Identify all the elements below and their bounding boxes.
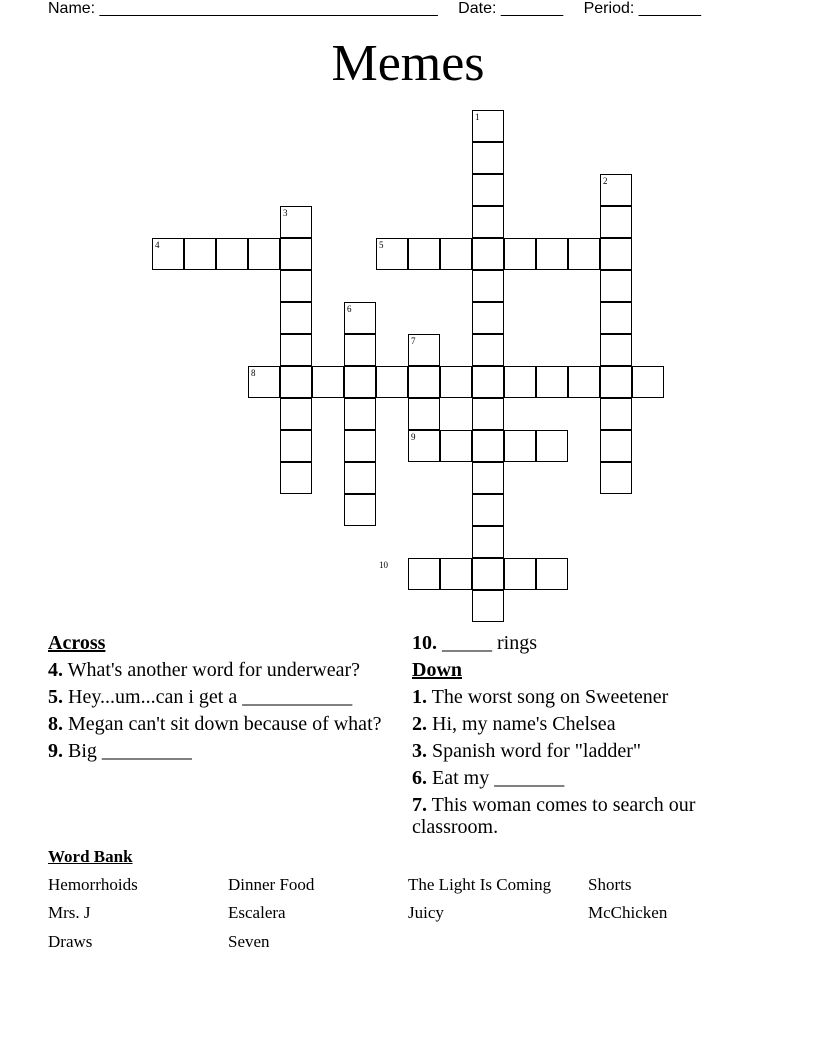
crossword-cell[interactable] [184,238,216,270]
word-bank-item: Escalera [228,903,286,922]
crossword-cell[interactable] [472,558,504,590]
crossword-cell[interactable] [344,334,376,366]
crossword-cell[interactable] [472,398,504,430]
period-field[interactable]: Period: _______ [583,0,702,17]
crossword-cell[interactable] [504,430,536,462]
word-bank-item: The Light Is Coming [408,875,552,894]
clue-number-label: 1 [475,112,480,122]
crossword-cell[interactable] [600,302,632,334]
clue-number-label: 7 [411,336,416,346]
clue-text: Big _________ [63,740,192,762]
crossword-cell[interactable] [280,366,312,398]
crossword-cell[interactable] [440,430,472,462]
word-bank-item: Seven [228,932,270,951]
crossword-cell[interactable] [472,174,504,206]
crossword-cell[interactable] [472,462,504,494]
clue-down-7 [412,794,772,838]
clue-number-label: 6 [347,304,352,314]
crossword-cell[interactable] [472,142,504,174]
crossword-cell[interactable] [216,238,248,270]
crossword-cell[interactable] [536,238,568,270]
crossword-cell[interactable] [408,398,440,430]
clue-across-8 [48,713,388,735]
crossword-cell[interactable] [536,366,568,398]
crossword-cell[interactable] [280,430,312,462]
clue-across-5 [48,686,388,708]
crossword-cell[interactable] [280,398,312,430]
clue-across-9 [48,740,388,762]
clue-down-6 [412,767,772,789]
clue-down-2 [412,713,772,735]
clue-number-label: 8 [251,368,256,378]
crossword-cell[interactable] [344,494,376,526]
crossword-cell[interactable] [472,590,504,622]
crossword-cell[interactable] [472,206,504,238]
clue-down-1 [412,686,772,708]
crossword-cell[interactable] [504,366,536,398]
crossword-cell[interactable] [440,366,472,398]
clue-text: Hi, my name's Chelsea [427,713,616,735]
clue-number-label: 9 [411,432,416,442]
crossword-cell[interactable] [504,558,536,590]
word-bank-item: Shorts [588,875,632,894]
page-title: Memes [331,35,485,92]
crossword-cell[interactable] [568,366,600,398]
down-heading: Down [412,659,463,681]
word-bank-item: Dinner Food [228,875,315,894]
crossword-cell[interactable] [280,238,312,270]
word-bank-item: Mrs. J [48,903,91,922]
clue-number-label: 5 [379,240,384,250]
crossword-cell[interactable] [280,334,312,366]
date-field[interactable]: Date: _______ [458,0,564,17]
crossword-cell[interactable] [600,206,632,238]
crossword-cell[interactable] [472,302,504,334]
crossword-cell[interactable] [632,366,664,398]
crossword-cell[interactable] [248,238,280,270]
crossword-cell[interactable] [376,366,408,398]
crossword-cell[interactable] [472,494,504,526]
word-bank-item: Draws [48,932,93,951]
clue-text: This woman comes to search our classroom. [412,794,696,838]
crossword-cell[interactable] [344,398,376,430]
crossword-cell[interactable] [472,430,504,462]
clue-number: 7. [412,794,427,816]
clue-text: Spanish word for "ladder" [427,740,642,762]
crossword-cell[interactable] [600,430,632,462]
clue-number: 5. [48,686,63,708]
crossword-cell[interactable] [344,462,376,494]
across-clues [48,632,388,767]
crossword-cell[interactable] [408,238,440,270]
clue-number-label: 3 [283,208,288,218]
clue-text: The worst song on Sweetener [427,686,669,708]
clue-number-label: 10 [379,560,388,570]
crossword-cell[interactable] [312,366,344,398]
clue-number: 6. [412,767,427,789]
word-bank-item: Hemorrhoids [48,875,138,894]
clue-number-label: 2 [603,176,608,186]
crossword-cell[interactable] [408,558,440,590]
word-bank-title: Word Bank [48,847,133,866]
clue-number: 10. [412,632,437,654]
clue-text: Eat my _______ [427,767,565,789]
crossword-cell[interactable] [472,366,504,398]
crossword-cell[interactable] [600,270,632,302]
crossword-cell[interactable] [472,270,504,302]
clue-text: Megan can't sit down because of what? [63,713,382,735]
crossword-cell[interactable] [344,430,376,462]
crossword-cell[interactable] [472,334,504,366]
crossword-cell[interactable] [344,366,376,398]
crossword-cell[interactable] [536,558,568,590]
clue-across-10 [412,632,772,654]
clue-text: What's another word for underwear? [63,659,361,681]
clue-number: 3. [412,740,427,762]
crossword-cell[interactable] [536,430,568,462]
down-clues [412,632,772,843]
across-heading: Across [48,632,106,654]
crossword-cell[interactable] [472,526,504,558]
clue-number: 4. [48,659,63,681]
crossword-cell[interactable] [472,238,504,270]
crossword-cell[interactable] [600,334,632,366]
crossword-cell[interactable] [440,558,472,590]
crossword-cell[interactable] [280,462,312,494]
word-bank-item: Juicy [408,903,444,922]
clue-number: 9. [48,740,63,762]
crossword-cell[interactable] [600,398,632,430]
crossword-cell[interactable] [440,238,472,270]
crossword-cell[interactable] [600,366,632,398]
clue-text: _____ rings [437,632,537,654]
clue-across-4 [48,659,388,681]
crossword-cell[interactable] [568,238,600,270]
clue-number: 2. [412,713,427,735]
crossword-cell[interactable] [504,238,536,270]
clue-down-3 [412,740,772,762]
clue-number: 1. [412,686,427,708]
crossword-cell[interactable] [280,270,312,302]
clue-number: 8. [48,713,63,735]
crossword-cell[interactable] [280,302,312,334]
name-field[interactable]: Name: ______________________________________ [48,0,438,17]
crossword-cell[interactable] [600,238,632,270]
word-bank-item: McChicken [588,903,668,922]
clue-text: Hey...um...can i get a ___________ [63,686,353,708]
crossword-cell[interactable] [408,366,440,398]
clue-number-label: 4 [155,240,160,250]
crossword-cell[interactable] [600,462,632,494]
